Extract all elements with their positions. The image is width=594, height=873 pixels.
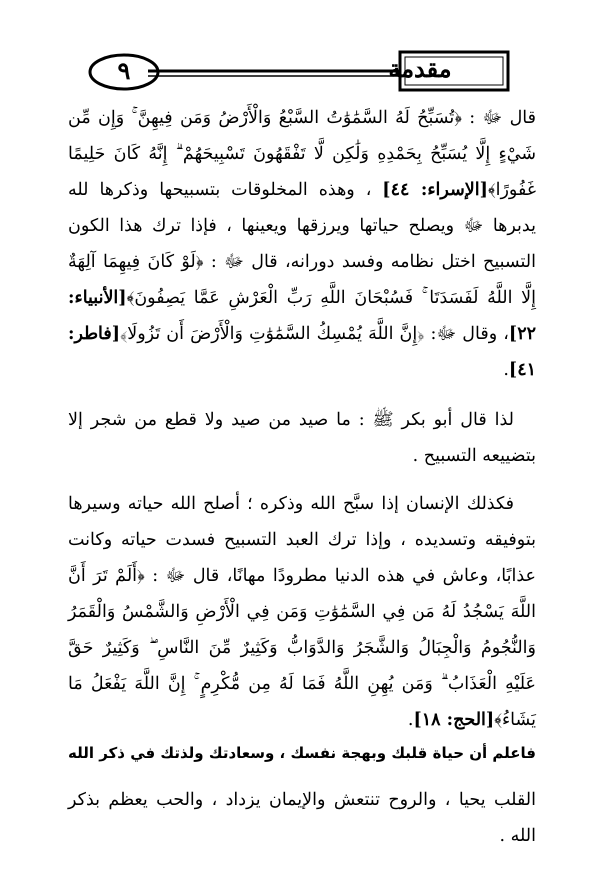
highlight-statement: فاعلم أن حياة قلبك وبهجة نفسك ، وسعادتك ولذتك في ذكر الله (68, 744, 536, 762)
text-run: لذا قال أبو بكر ﷺ : ما صيد من صيد ولا قطع من شجر إلا بتضييعه التسبيح . (68, 410, 536, 466)
verse-reference: [الأنبياء: ٢٢] (68, 288, 536, 344)
chapter-title: مقدمة (388, 54, 452, 83)
quran-verse-anbiya: ﴿لَوْ كَانَ فِيهِمَا آلِهَةٌ إِلَّا اللَّهُ لَفَسَدَتَا ۚ فَسُبْحَانَ اللَّهِ رَبِّ الْعَرْشِ عَمَّا يَصِفُونَ﴾ (68, 252, 536, 308)
paragraph-2 (68, 402, 536, 474)
text-run: فكذلك الإنسان إذا سبَّح الله وذكره ؛ أصلح الله حياته وسيرها بتوفيقه وتسديده ، وإذا ترك العبد التسبيح فسدت حياته وكانت عذابًا، وعاش في هذه الدنيا مطرودًا مهانًا، قال ﷻ : (68, 494, 536, 586)
paragraph-1 (68, 100, 536, 388)
verse-reference: [الحج: ١٨] (413, 710, 495, 730)
text-run: ، وهذه المخلوقات بتسبيحها وذكرها لله يدبرها ﷻ ويصلح حياتها ويرزقها ويعينها ، فإذا ترك هذا الكون التسبيح اختل نظامه وفسد دورانه، قال ﷻ : (68, 180, 536, 272)
text-run: قال ﷻ : (461, 108, 536, 128)
quran-verse-fatir: ﴿إِنَّ اللَّهَ يُمْسِكُ السَّمَٰوَٰتِ وَالْأَرْضَ أَن تَزُولَا﴾ (120, 324, 425, 344)
text-run: . (503, 360, 509, 380)
quran-verse-isra: ﴿تُسَبِّحُ لَهُ السَّمَٰوَٰتُ السَّبْعُ وَالْأَرْضُ وَمَن فِيهِنَّ ۚ وَإِن مِّن شَيْءٍ إِلَّا يُسَبِّحُ بِحَمْدِهِ وَلَٰكِن لَّا تَفْقَهُونَ تَسْبِيحَهُمْ ۗ إِنَّهُ كَانَ حَلِيمًا غَفُورًا﴾ (68, 108, 536, 200)
page-number: ٩ (117, 56, 131, 85)
page-body (68, 100, 536, 854)
text-run: ، وقال ﷻ: (424, 324, 509, 344)
paragraph-3 (68, 486, 536, 738)
page-header (78, 42, 516, 100)
paragraph-5: القلب يحيا ، والروح تنتعش والإيمان يزداد ، والحب يعظم بذكر الله . (68, 790, 536, 846)
text-run: . (407, 710, 414, 730)
verse-reference: [فاطر: ٤١] (68, 324, 536, 380)
verse-reference: [الإسراء: ٤٤] (382, 180, 488, 200)
quran-verse-hajj: ﴿أَلَمْ تَرَ أَنَّ اللَّهَ يَسْجُدُ لَهُ مَن فِي السَّمَٰوَٰتِ وَمَن فِي الْأَرْضِ وَالشَّمْسُ وَالْقَمَرُ وَالنُّجُومُ وَالْجِبَالُ وَالشَّجَرُ وَالدَّوَابُّ وَكَثِيرٌ مِّنَ النَّاسِ ۖ وَكَثِيرٌ حَقَّ عَلَيْهِ الْعَذَابُ ۗ وَمَن يُهِنِ اللَّهُ فَمَا لَهُ مِن مُّكْرِمٍ ۚ إِنَّ اللَّهَ يَفْعَلُ مَا يَشَاءُ﴾ (68, 566, 536, 730)
